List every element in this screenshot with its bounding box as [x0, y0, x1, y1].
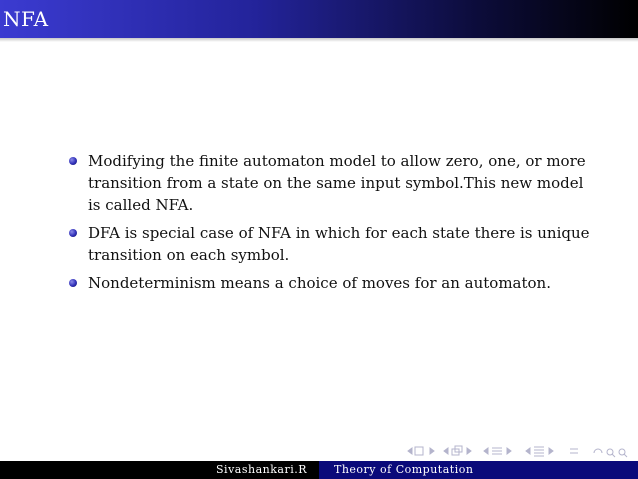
- section-icon[interactable]: [452, 446, 462, 455]
- bullet-icon: [69, 279, 77, 287]
- next-subsection-icon[interactable]: [507, 448, 511, 454]
- section-icon[interactable]: [534, 447, 544, 456]
- first-frame-icon[interactable]: [408, 448, 412, 454]
- title-bar: [0, 0, 638, 38]
- list-item: [69, 272, 599, 294]
- title-bar-shadow: [0, 38, 638, 42]
- next-section-icon[interactable]: [549, 448, 553, 454]
- outline-icon[interactable]: [570, 449, 578, 453]
- footer-subject: Theory of Computation: [319, 461, 638, 479]
- list-item: [69, 222, 599, 266]
- footer-author: Sivashankari.R: [216, 463, 307, 476]
- bullet-icon: [69, 157, 77, 165]
- search-icon[interactable]: [594, 449, 627, 457]
- bullet-text: DFA is special case of NFA in which for each state there is unique transition on each symbol.: [88, 224, 590, 264]
- prev-section-icon[interactable]: [444, 448, 448, 454]
- subsection-icon[interactable]: [492, 448, 502, 454]
- prev-section-icon[interactable]: [526, 448, 530, 454]
- frame-icon[interactable]: [415, 447, 423, 455]
- footer-bar: [0, 461, 638, 479]
- next-section-icon[interactable]: [467, 448, 471, 454]
- bullet-text: Nondeterminism means a choice of moves for an automaton.: [88, 274, 551, 292]
- next-frame-icon[interactable]: [430, 448, 434, 454]
- bullet-icon: [69, 229, 77, 237]
- slide-title: NFA: [3, 7, 49, 31]
- navigation-icons: [404, 444, 634, 458]
- bullet-text: Modifying the finite automaton model to allow zero, one, or more transition from a state on the same input symbol.This new model is called NFA.: [88, 152, 586, 214]
- navigation-symbols: [404, 444, 634, 458]
- prev-subsection-icon[interactable]: [484, 448, 488, 454]
- list-item: [69, 150, 599, 216]
- bullet-list: [69, 150, 599, 300]
